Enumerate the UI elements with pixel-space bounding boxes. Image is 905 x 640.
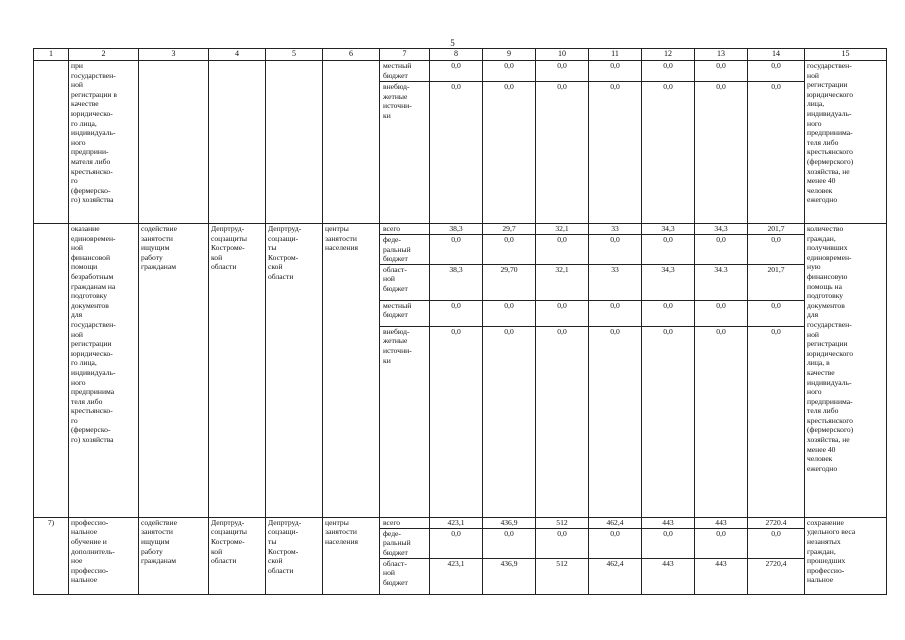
- funding-source: област- ной бюджет: [380, 264, 430, 300]
- column-header-2: 2: [69, 49, 139, 61]
- value-cell: 443: [695, 558, 748, 594]
- value-cell: 436,9: [483, 558, 536, 594]
- program-table: [33, 48, 887, 595]
- value-cell: 423,1: [430, 558, 483, 594]
- value-cell: 2720,4: [748, 558, 805, 594]
- value-cell: 0,0: [483, 326, 536, 517]
- value-cell: 436,9: [483, 517, 536, 528]
- block3-col15: сохранение удельного веса незанятых граждан, прошедших профессио- нальное: [805, 517, 887, 594]
- value-cell: 0,0: [483, 235, 536, 265]
- value-cell: 2720.4: [748, 517, 805, 528]
- value-cell: 0,0: [483, 528, 536, 558]
- value-cell: 0,0: [589, 326, 642, 517]
- value-cell: 0,0: [695, 326, 748, 517]
- funding-source: внебюд- жетные источни- ки: [380, 82, 430, 224]
- block1-col1: [34, 61, 69, 224]
- value-cell: 29,7: [483, 224, 536, 235]
- value-cell: 201,7: [748, 264, 805, 300]
- value-cell: 0,0: [589, 528, 642, 558]
- value-cell: 0,0: [748, 61, 805, 82]
- value-cell: 443: [642, 517, 695, 528]
- value-cell: 0,0: [483, 300, 536, 326]
- value-cell: 33: [589, 264, 642, 300]
- value-cell: 33: [589, 224, 642, 235]
- value-cell: 0,0: [536, 528, 589, 558]
- value-cell: 0,0: [536, 61, 589, 82]
- block1-col5: [266, 61, 323, 224]
- value-cell: 0,0: [536, 300, 589, 326]
- column-header-4: 4: [209, 49, 266, 61]
- block3-col1: 7): [34, 517, 69, 594]
- value-cell: 0,0: [589, 82, 642, 224]
- value-cell: 0,0: [536, 82, 589, 224]
- value-cell: 32,1: [536, 224, 589, 235]
- table-body: [34, 61, 887, 595]
- value-cell: 423,1: [430, 517, 483, 528]
- value-cell: 0,0: [430, 61, 483, 82]
- value-cell: 0,0: [589, 235, 642, 265]
- header-row: [34, 49, 887, 61]
- column-header-11: 11: [589, 49, 642, 61]
- table-row: [34, 61, 887, 82]
- column-header-15: 15: [805, 49, 887, 61]
- table-row: [34, 517, 887, 528]
- value-cell: 0,0: [536, 235, 589, 265]
- value-cell: 512: [536, 517, 589, 528]
- funding-source: феде- ральный бюджет: [380, 528, 430, 558]
- column-header-6: 6: [323, 49, 380, 61]
- block2-col2: оказание единовремен- ной финансовой помощи безработным гражданам на подготовку документов для государствен- ной регистрации юридическо- го лица, индивидуаль- ного предпринима теля либо крестьянско- го (фермерско- го) хозяйства: [69, 224, 139, 518]
- value-cell: 0,0: [642, 61, 695, 82]
- block2-col5: Депртруд- соцзащи- ты Костром- ской области: [266, 224, 323, 518]
- value-cell: 34.3: [695, 264, 748, 300]
- block1-col3: [139, 61, 209, 224]
- value-cell: 34,3: [695, 224, 748, 235]
- column-header-9: 9: [483, 49, 536, 61]
- value-cell: 0,0: [748, 326, 805, 517]
- block2-col1: [34, 224, 69, 518]
- block1-col4: [209, 61, 266, 224]
- value-cell: 201,7: [748, 224, 805, 235]
- funding-source: феде- ральный бюджет: [380, 235, 430, 265]
- value-cell: 38,3: [430, 264, 483, 300]
- value-cell: 0,0: [695, 528, 748, 558]
- value-cell: 34,3: [642, 264, 695, 300]
- value-cell: 0,0: [589, 300, 642, 326]
- value-cell: 0,0: [430, 300, 483, 326]
- value-cell: 0,0: [642, 326, 695, 517]
- value-cell: 462,4: [589, 558, 642, 594]
- value-cell: 38,3: [430, 224, 483, 235]
- value-cell: 34,3: [642, 224, 695, 235]
- column-header-8: 8: [430, 49, 483, 61]
- column-header-10: 10: [536, 49, 589, 61]
- value-cell: 0,0: [695, 82, 748, 224]
- value-cell: 0,0: [642, 528, 695, 558]
- funding-source: внебюд- жетные источни- ки: [380, 326, 430, 517]
- value-cell: 0,0: [695, 235, 748, 265]
- column-header-12: 12: [642, 49, 695, 61]
- funding-source: местный бюджет: [380, 61, 430, 82]
- block1-col15: государствен- ной регистрации юридического лица, индивидуаль- ного предпринима- теля либо крестьянского (фермерского) хозяйства, не менее 40 человек ежегодно: [805, 61, 887, 224]
- block1-col6: [323, 61, 380, 224]
- value-cell: 443: [642, 558, 695, 594]
- column-header-1: 1: [34, 49, 69, 61]
- value-cell: 0,0: [430, 528, 483, 558]
- column-header-13: 13: [695, 49, 748, 61]
- value-cell: 0,0: [748, 300, 805, 326]
- value-cell: 512: [536, 558, 589, 594]
- block2-col3: содействие занятости ищущим работу гражданам: [139, 224, 209, 518]
- value-cell: 0,0: [695, 61, 748, 82]
- funding-source: всего: [380, 517, 430, 528]
- block3-col5: Депртруд- соцзащи- ты Костром- ской области: [266, 517, 323, 594]
- block2-col4: Депртруд- соцзащиты Костроме- кой области: [209, 224, 266, 518]
- block3-col4: Депртруд- соцзащиты Костроме- кой области: [209, 517, 266, 594]
- block3-col6: центры занятости населения: [323, 517, 380, 594]
- table-row: [34, 224, 887, 235]
- value-cell: 462,4: [589, 517, 642, 528]
- page-number: 5: [450, 38, 455, 48]
- funding-source: област- ной бюджет: [380, 558, 430, 594]
- value-cell: 0,0: [483, 61, 536, 82]
- block3-col2: профессио- нальное обучение и дополнитель- ное профессио- нальное: [69, 517, 139, 594]
- value-cell: 0,0: [536, 326, 589, 517]
- value-cell: 29,70: [483, 264, 536, 300]
- value-cell: 0,0: [483, 82, 536, 224]
- value-cell: 0,0: [430, 82, 483, 224]
- value-cell: 0,0: [642, 82, 695, 224]
- block1-col2: при государствен- ной регистрации в качестве юридическо- го лица, индивидуаль- ного предприни- мателя либо крестьянско- го (фермерско- го) хозяйства: [69, 61, 139, 224]
- column-header-14: 14: [748, 49, 805, 61]
- value-cell: 0,0: [695, 300, 748, 326]
- column-header-3: 3: [139, 49, 209, 61]
- value-cell: 0,0: [748, 528, 805, 558]
- funding-source: всего: [380, 224, 430, 235]
- value-cell: 0,0: [430, 235, 483, 265]
- value-cell: 32,1: [536, 264, 589, 300]
- value-cell: 0,0: [430, 326, 483, 517]
- value-cell: 0,0: [748, 235, 805, 265]
- funding-source: местный бюджет: [380, 300, 430, 326]
- value-cell: 0,0: [642, 300, 695, 326]
- block2-col15: количество граждан, получивших единовремен- ную финансовую помощь на подготовку документов для государствен- ной регистрации юридического лица, в качестве индивидуаль- ного предпринима- теля либо крестьянского (фермерского) хозяйства, не менее 40 человек ежегодно: [805, 224, 887, 518]
- column-header-5: 5: [266, 49, 323, 61]
- value-cell: 0,0: [589, 61, 642, 82]
- block2-col6: центры занятости населения: [323, 224, 380, 518]
- block3-col3: содействие занятости ищущим работу гражданам: [139, 517, 209, 594]
- value-cell: 0,0: [748, 82, 805, 224]
- value-cell: 443: [695, 517, 748, 528]
- column-header-7: 7: [380, 49, 430, 61]
- value-cell: 0,0: [642, 235, 695, 265]
